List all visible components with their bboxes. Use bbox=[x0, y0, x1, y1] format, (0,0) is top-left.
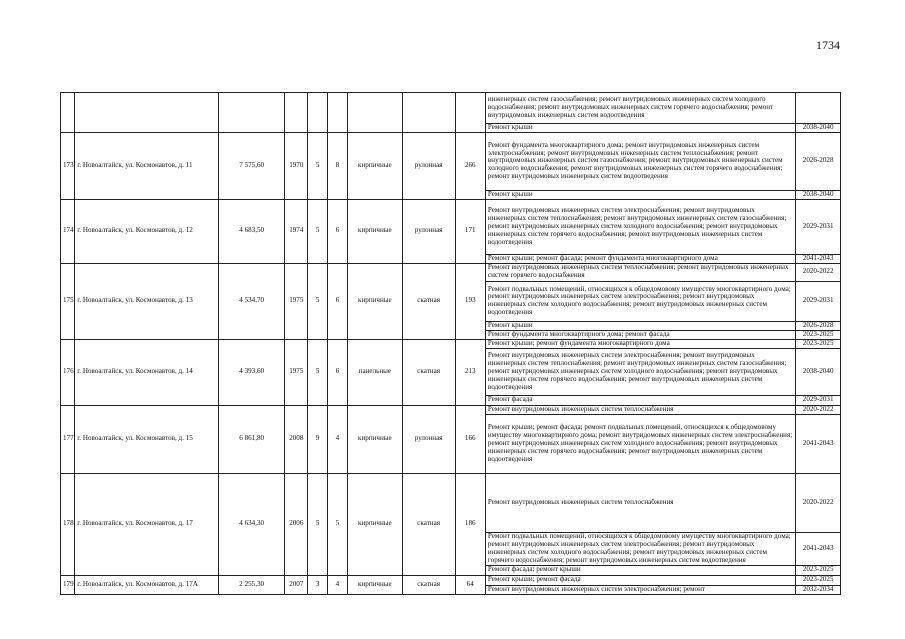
work-period: 2038-2040 bbox=[796, 124, 841, 133]
work-period: 2038-2040 bbox=[796, 348, 841, 395]
roof-type: скатная bbox=[402, 339, 455, 405]
build-year: 1970 bbox=[285, 132, 308, 199]
empty-cell bbox=[61, 93, 75, 133]
wall-material: кирпичные bbox=[348, 575, 403, 594]
page-number: 1734 bbox=[816, 38, 840, 52]
empty-cell bbox=[75, 93, 219, 133]
floors-count: 5 bbox=[308, 473, 327, 575]
build-year: 1975 bbox=[285, 263, 308, 339]
building-number: 176 bbox=[61, 339, 75, 405]
residents-count: 193 bbox=[455, 263, 485, 339]
entrances-count: 5 bbox=[327, 473, 347, 575]
building-area: 4 393,60 bbox=[219, 339, 285, 405]
building-area: 4 683,50 bbox=[219, 199, 285, 263]
entrances-count: 4 bbox=[327, 405, 347, 473]
work-description: Ремонт фасада bbox=[485, 395, 795, 405]
wall-material: кирпичные bbox=[348, 405, 403, 473]
repair-schedule-table bbox=[60, 92, 841, 595]
entrances-count: 8 bbox=[327, 132, 347, 199]
empty-cell bbox=[402, 93, 455, 133]
work-description: Ремонт крыши; ремонт фундамента многоквартирного дома bbox=[485, 339, 795, 348]
building-address: г. Новоалтайск, ул. Космонавтов, д. 11 bbox=[75, 132, 219, 199]
building-address: г. Новоалтайск, ул. Космонавтов, д. 14 bbox=[75, 339, 219, 405]
work-description: Ремонт подвальных помещений, относящихся к общедомовому имуществу многоквартирного дома; ремонт внутридомовых инженерных систем электроснабжения; ремонт внутридомовых инженерных систем холодного водоснабжения; ремонт внутридомовых инженерных систем водоотведения bbox=[485, 281, 795, 321]
building-area: 4 534,70 bbox=[219, 263, 285, 339]
floors-count: 5 bbox=[308, 132, 327, 199]
table-row bbox=[61, 405, 841, 414]
work-description: Ремонт крыши bbox=[485, 321, 795, 330]
floors-count: 3 bbox=[308, 575, 327, 594]
work-period: 2023-2025 bbox=[796, 330, 841, 339]
work-period: 2026-2028 bbox=[796, 132, 841, 190]
work-period: 2041-2043 bbox=[796, 254, 841, 263]
empty-cell bbox=[327, 93, 347, 133]
build-year: 2007 bbox=[285, 575, 308, 594]
building-area: 6 861,80 bbox=[219, 405, 285, 473]
wall-material: кирпичные bbox=[348, 132, 403, 199]
build-year: 1974 bbox=[285, 199, 308, 263]
entrances-count: 4 bbox=[327, 575, 347, 594]
work-period: 2023-2025 bbox=[796, 565, 841, 575]
work-period: 2032-2034 bbox=[796, 585, 841, 594]
work-description: Ремонт крыши; ремонт фасада; ремонт фундамента многоквартирного дома bbox=[485, 254, 795, 263]
residents-count: 213 bbox=[455, 339, 485, 405]
table-row bbox=[61, 132, 841, 190]
building-area: 7 575,60 bbox=[219, 132, 285, 199]
work-description: Ремонт внутридомовых инженерных систем теплоснабжения bbox=[485, 473, 795, 532]
building-number: 175 bbox=[61, 263, 75, 339]
work-description: Ремонт крыши bbox=[485, 190, 795, 199]
work-description: Ремонт внутридомовых инженерных систем электроснабжения; ремонт внутридомовых инженерных систем теплоснабжения; ремонт внутридомовых инженерных систем газоснабжения; ремонт внутридомовых инженерных систем холодного водоснабжения; ремонт внутридомовых инженерных систем горячего водоснабжения; ремонт внутридомовых инженерных систем водоотведения bbox=[485, 199, 795, 254]
residents-count: 166 bbox=[455, 405, 485, 473]
wall-material: панельные bbox=[348, 339, 403, 405]
table-row bbox=[61, 473, 841, 532]
residents-count: 171 bbox=[455, 199, 485, 263]
work-description: Ремонт подвальных помещений, относящихся к общедомовому имуществу многоквартирного дома; ремонт внутридомовых инженерных систем электроснабжения; ремонт внутридомовых инженерных систем холодного водоснабжения; ремонт внутридомовых инженерных систем горячего водоснабжения; ремонт внутридомовых инженерных систем водоотведения bbox=[485, 532, 795, 565]
work-description: Ремонт крыши; ремонт фасада; ремонт подвальных помещений, относящихся к общедомовому имуществу многоквартирного дома; ремонт внутридомовых инженерных систем электроснабжения; ремонт внутридомовых инженерных систем холодного водоснабжения; ремонт внутридомовых инженерных систем горячего водоснабжения; ремонт внутридомовых инженерных систем водоотведения bbox=[485, 414, 795, 473]
wall-material: кирпичные bbox=[348, 473, 403, 575]
residents-count: 186 bbox=[455, 473, 485, 575]
building-address: г. Новоалтайск, ул. Космонавтов, д. 13 bbox=[75, 263, 219, 339]
work-description: Ремонт крыши bbox=[485, 124, 795, 133]
work-period: 2026-2028 bbox=[796, 321, 841, 330]
table-row bbox=[61, 339, 841, 348]
table-body bbox=[61, 93, 841, 595]
floors-count: 5 bbox=[308, 339, 327, 405]
wall-material: кирпичные bbox=[348, 263, 403, 339]
work-period: 2041-2043 bbox=[796, 532, 841, 565]
entrances-count: 6 bbox=[327, 339, 347, 405]
building-number: 174 bbox=[61, 199, 75, 263]
residents-count: 266 bbox=[455, 132, 485, 199]
building-number: 177 bbox=[61, 405, 75, 473]
entrances-count: 6 bbox=[327, 199, 347, 263]
floors-count: 5 bbox=[308, 199, 327, 263]
work-period: 2038-2040 bbox=[796, 190, 841, 199]
work-description: Ремонт фундамента многоквартирного дома; ремонт внутридомовых инженерных систем электроснабжения; ремонт внутридомовых инженерных систем теплоснабжения; ремонт внутридомовых инженерных систем газоснабжения; ремонт внутридомовых инженерных систем холодного водоснабжения; ремонт внутридомовых инженерных систем горячего водоснабжения; ремонт внутридомовых инженерных систем водоотведения bbox=[485, 132, 795, 190]
building-address: г. Новоалтайск, ул. Космонавтов, д. 12 bbox=[75, 199, 219, 263]
roof-type: скатная bbox=[402, 575, 455, 594]
roof-type: рулонная bbox=[402, 199, 455, 263]
work-description: Ремонт крыши; ремонт фасада bbox=[485, 575, 795, 585]
building-area: 4 634,30 bbox=[219, 473, 285, 575]
work-description: Ремонт внутридомовых инженерных систем теплоснабжения bbox=[485, 405, 795, 414]
empty-cell bbox=[219, 93, 285, 133]
roof-type: рулонная bbox=[402, 405, 455, 473]
work-period: 2020-2022 bbox=[796, 405, 841, 414]
work-description: Ремонт внутридомовых инженерных систем электроснабжения; ремонт bbox=[485, 585, 795, 594]
roof-type: рулонная bbox=[402, 132, 455, 199]
table-row bbox=[61, 263, 841, 281]
table-row bbox=[61, 575, 841, 585]
entrances-count: 6 bbox=[327, 263, 347, 339]
wall-material: кирпичные bbox=[348, 199, 403, 263]
build-year: 1975 bbox=[285, 339, 308, 405]
building-number: 173 bbox=[61, 132, 75, 199]
build-year: 2008 bbox=[285, 405, 308, 473]
work-period: 2029-2031 bbox=[796, 199, 841, 254]
building-address: г. Новоалтайск, ул. Космонавтов, д. 17 bbox=[75, 473, 219, 575]
work-period: 2023-2025 bbox=[796, 339, 841, 348]
work-period: 2020-2022 bbox=[796, 263, 841, 281]
residents-count: 64 bbox=[455, 575, 485, 594]
work-period: 2020-2022 bbox=[796, 473, 841, 532]
building-address: г. Новоалтайск, ул. Космонавтов, д. 15 bbox=[75, 405, 219, 473]
work-description: Ремонт внутридомовых инженерных систем теплоснабжения; ремонт внутридомовых инженерных систем горячего водоснабжения bbox=[485, 263, 795, 281]
work-description: Ремонт фасада; ремонт крыши bbox=[485, 565, 795, 575]
work-period: 2029-2031 bbox=[796, 281, 841, 321]
work-period: 2029-2031 bbox=[796, 395, 841, 405]
work-description: инженерных систем газоснабжения; ремонт внутридомовых инженерных систем холодного водоснабжения; ремонт внутридомовых инженерных систем горячего водоснабжения; ремонт внутридомовых инженерных систем водоотведения bbox=[485, 93, 795, 124]
work-period bbox=[796, 93, 841, 124]
table-row bbox=[61, 93, 841, 124]
building-number: 179 bbox=[61, 575, 75, 594]
building-area: 2 255,30 bbox=[219, 575, 285, 594]
table-row bbox=[61, 199, 841, 254]
work-period: 2041-2043 bbox=[796, 414, 841, 473]
empty-cell bbox=[308, 93, 327, 133]
roof-type: скатная bbox=[402, 473, 455, 575]
floors-count: 5 bbox=[308, 263, 327, 339]
floors-count: 9 bbox=[308, 405, 327, 473]
build-year: 2006 bbox=[285, 473, 308, 575]
building-address: г. Новоалтайск, ул. Космонавтов, д. 17А bbox=[75, 575, 219, 594]
empty-cell bbox=[455, 93, 485, 133]
empty-cell bbox=[348, 93, 403, 133]
work-description: Ремонт внутридомовых инженерных систем электроснабжения; ремонт внутридомовых инженерных систем теплоснабжения; ремонт внутридомовых инженерных систем газоснабжения; ремонт внутридомовых инженерных систем холодного водоснабжения; ремонт внутридомовых инженерных систем горячего водоснабжения; ремонт внутридомовых инженерных систем водоотведения bbox=[485, 348, 795, 395]
building-number: 178 bbox=[61, 473, 75, 575]
empty-cell bbox=[285, 93, 308, 133]
work-period: 2023-2025 bbox=[796, 575, 841, 585]
roof-type: скатная bbox=[402, 263, 455, 339]
work-description: Ремонт фундамента многоквартирного дома; ремонт фасада bbox=[485, 330, 795, 339]
